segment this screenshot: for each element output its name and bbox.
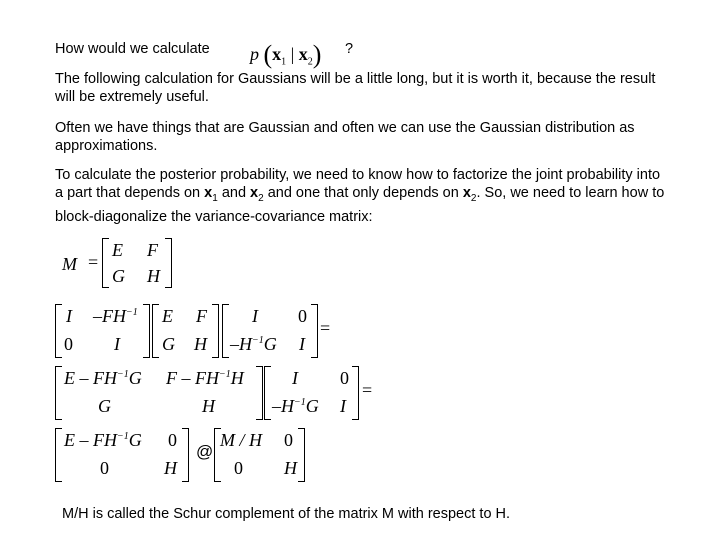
eq1-E: E [112,240,123,260]
footer-schur-note: M/H is called the Schur complement of the matrix M with respect to H. [62,506,511,522]
eq1-equals: = [88,252,99,272]
paragraph-2: Often we have things that are Gaussian and often we can use the Gaussian distribution as approximations. [55,120,635,154]
formula-x1-sub: 1 [281,56,287,68]
intro-question: How would we calculate [55,41,210,57]
eq1-lhs: M [62,254,77,274]
approx-symbol: @ [196,442,214,461]
eq1-G: G [112,266,125,286]
eq1-bracket-right [165,238,172,288]
paragraph-3: To calculate the posterior probability, we need to know how to factorize the joint probability into a part that depends on $x_1$ and $x_2$ and one that only depends on $x_2$. So, we need to learn how to block-diagonalize the variance-covariance matrix: [55,167,665,225]
formula-x1: x [272,44,282,64]
paragraph-1: The following calculation for Gaussians will be a little long, but it is worth it, because the result will be extremely useful. [55,71,656,105]
intro-qmark: ? [345,41,354,57]
eq1-bracket-left [102,238,109,288]
formula-bar: | [290,44,295,64]
formula-x2: x [298,44,308,64]
formula-x2-sub: 2 [307,56,313,68]
formula-p: p [250,44,259,64]
eq1-F: F [147,240,158,260]
intro-formula: p ($x_1$ | $x_2$) [250,40,322,69]
eq1-H: H [147,266,160,286]
